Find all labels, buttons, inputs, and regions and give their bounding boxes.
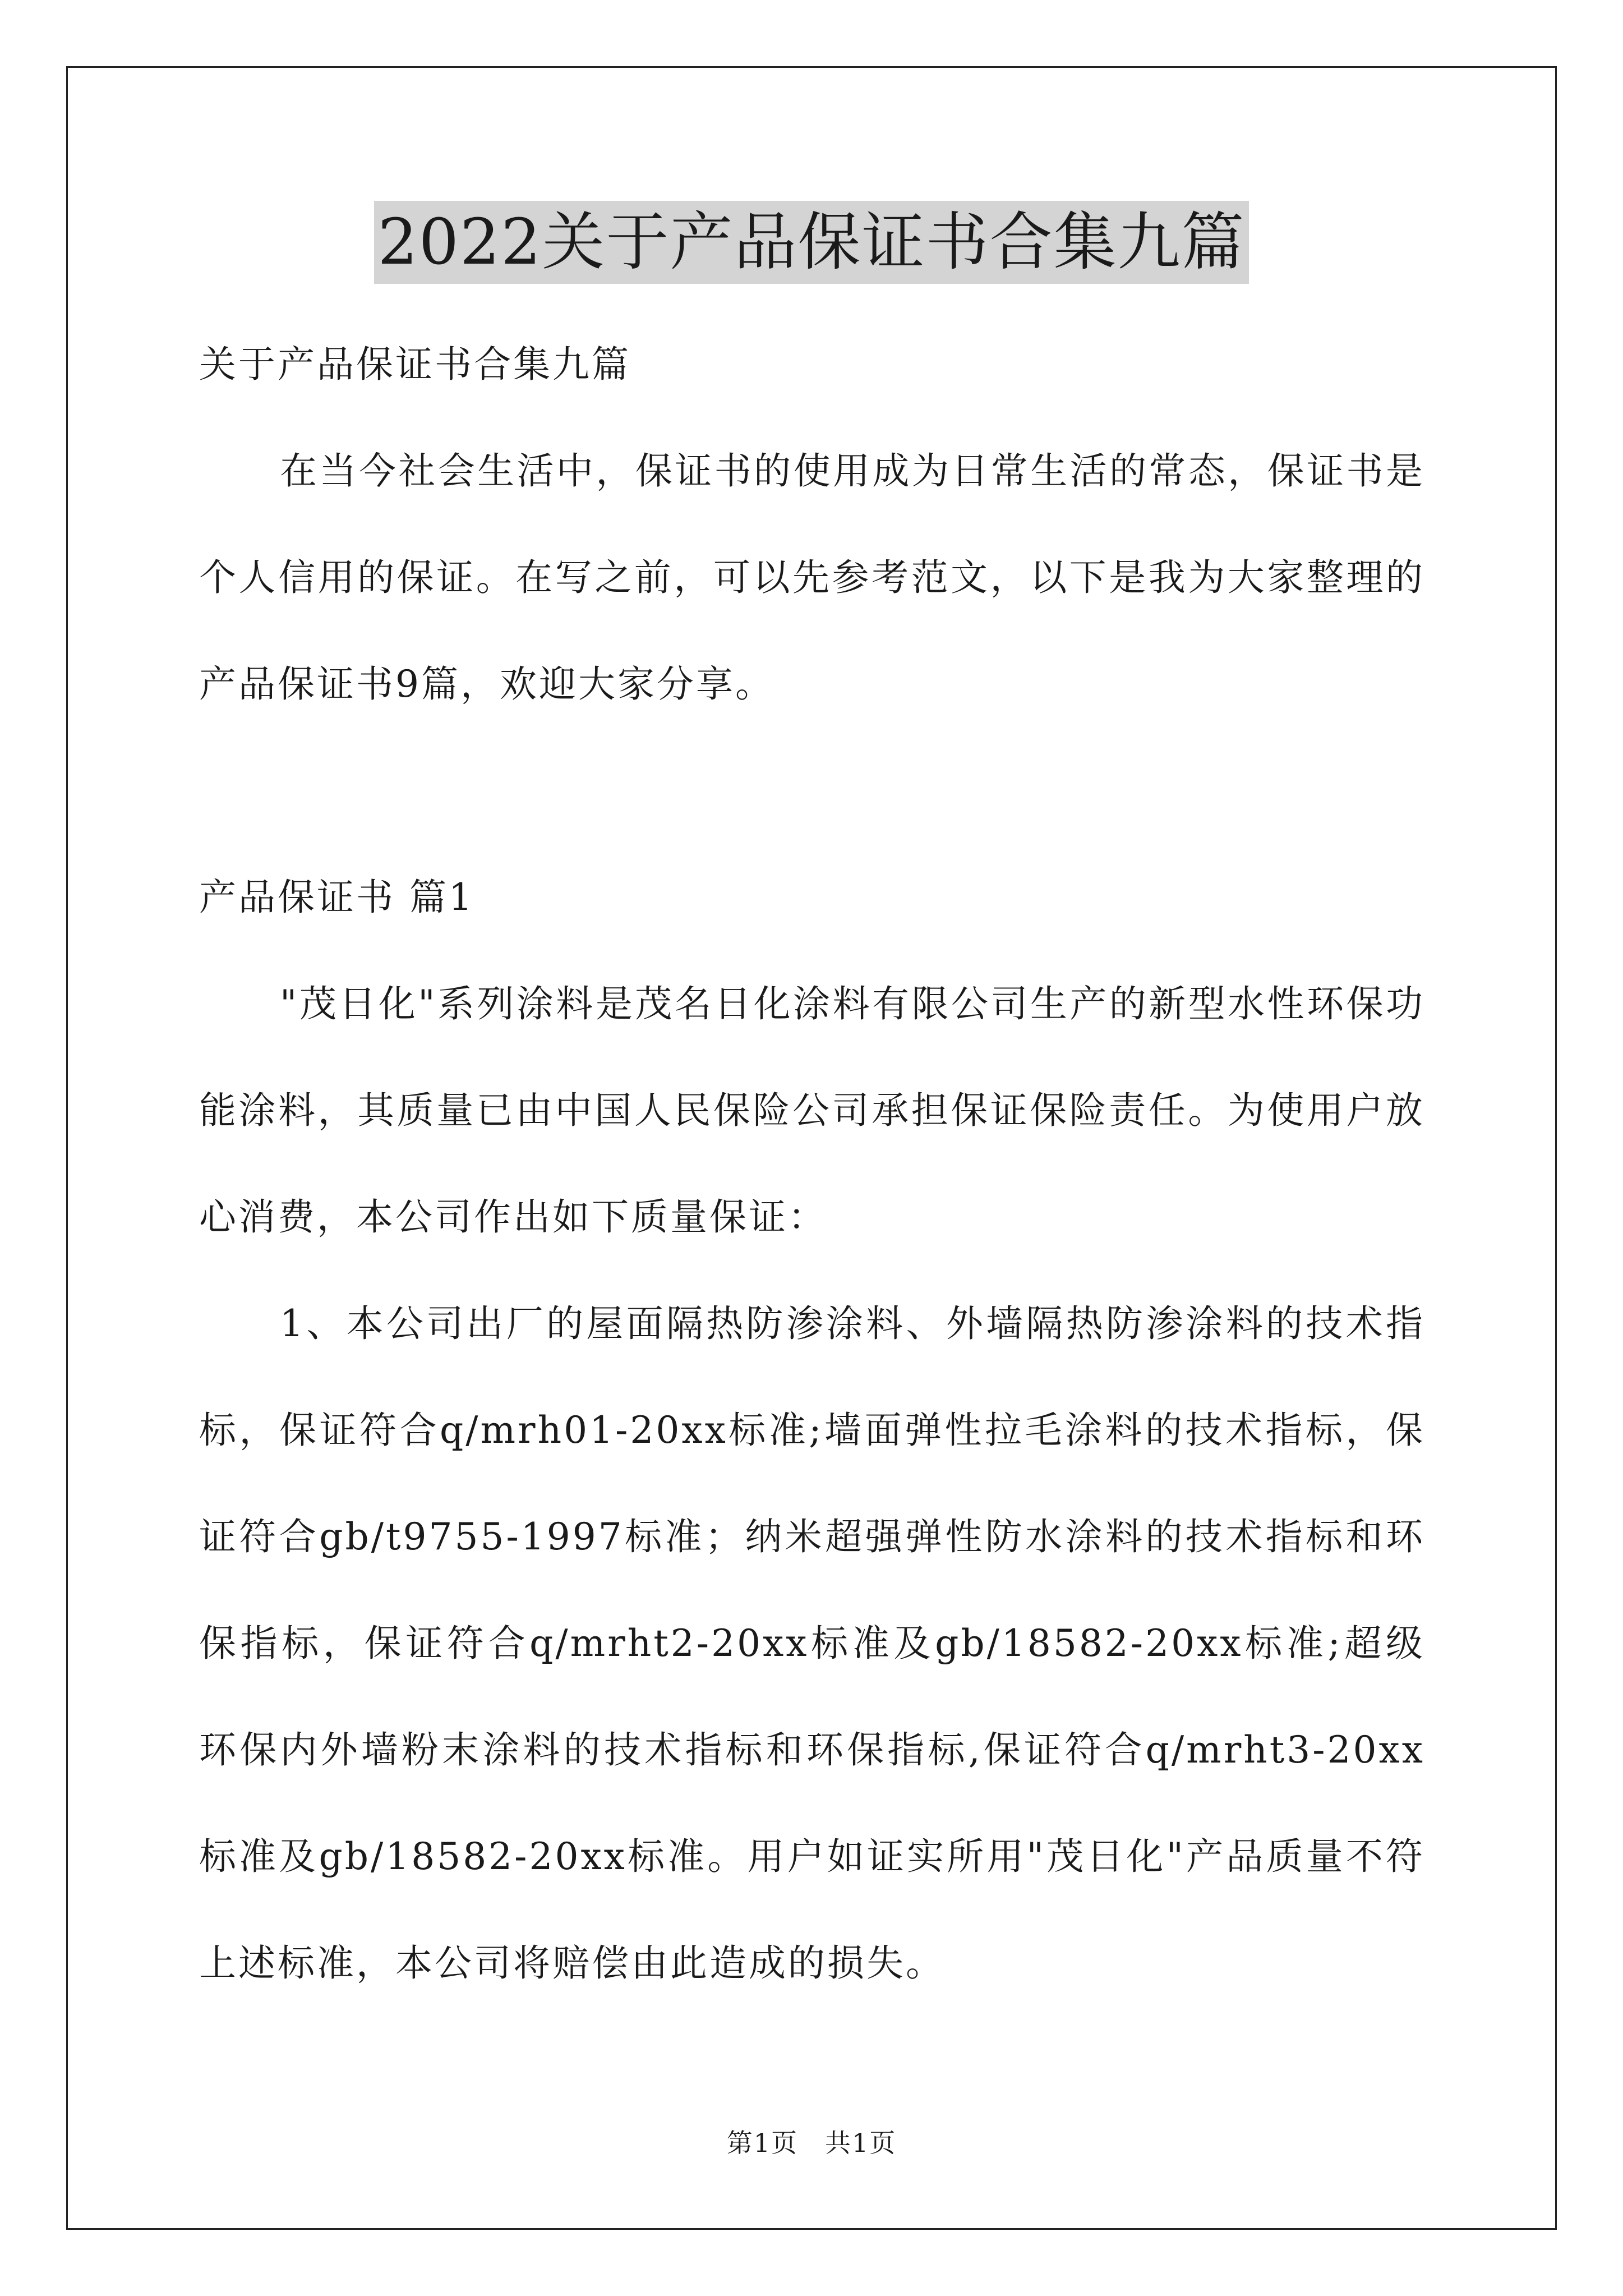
section-heading: 产品保证书 篇1 <box>199 876 474 919</box>
document-body <box>199 311 1425 2017</box>
document-title: 2022关于产品保证书合集九篇 <box>374 201 1248 284</box>
section-paragraph-1: "茂日化"系列涂料是茂名日化涂料有限公司生产的新型水性环保功能涂料，其质量已由中国人民保险公司承担保证保险责任。为使用户放心消费，本公司作出如下质量保证： <box>199 982 1425 1239</box>
document-subtitle: 关于产品保证书合集九篇 <box>199 343 631 386</box>
document-title-wrap <box>0 201 1623 284</box>
intro-paragraph: 在当今社会生活中，保证书的使用成为日常生活的常态，保证书是个人信用的保证。在写之前，可以先参考范文，以下是我为大家整理的产品保证书9篇，欢迎大家分享。 <box>199 449 1425 706</box>
page-number: 第1页 共1页 <box>726 2128 897 2158</box>
section-paragraph-2: 1、本公司出厂的屋面隔热防渗涂料、外墙隔热防渗涂料的技术指标，保证符合q/mrh01-20xx标准;墙面弹性拉毛涂料的技术指标，保证符合gb/t9755-1997标准；纳米超强弹性防水涂料的技术指标和环保指标，保证符合q/mrht2-20xx标准及gb/18582-20xx标准;超级环保内外墙粉末涂料的技术指标和环保指标,保证符合q/mrht3-20xx标准及gb/18582-20xx标准。用户如证实所用"茂日化"产品质量不符上述标准，本公司将赔偿由此造成的损失。 <box>199 1302 1425 1985</box>
paragraph-gap <box>199 738 1425 844</box>
